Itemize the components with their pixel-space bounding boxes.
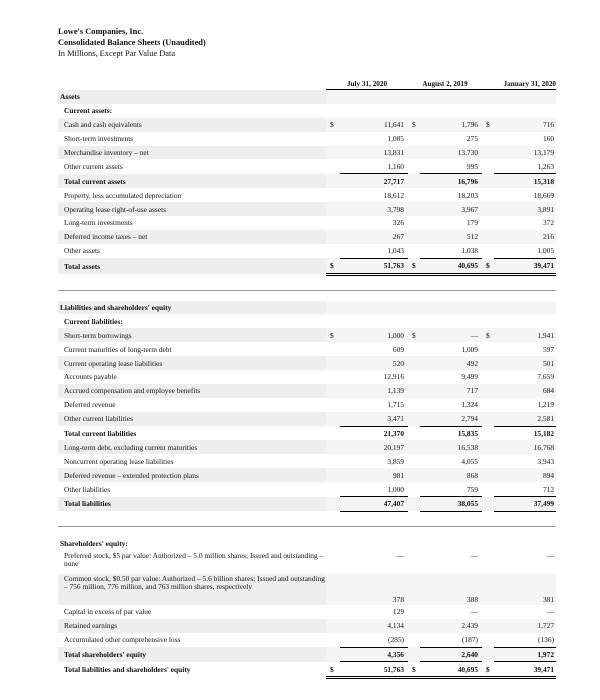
value-cell: 4,356 <box>340 647 408 662</box>
table-row <box>58 384 556 398</box>
value-cell: 3,798 <box>340 202 408 216</box>
value-cell: 716 <box>494 118 556 132</box>
row-label: Long-term debt, excluding current maturities <box>58 440 326 454</box>
value-cell: 597 <box>542 344 555 354</box>
row-label: Other liabilities <box>64 484 111 494</box>
total-row <box>58 258 556 274</box>
section-heading: Assets <box>58 90 326 104</box>
value-cell: 388 <box>420 574 482 605</box>
value-cell: (136) <box>494 633 556 647</box>
value-cell: 267 <box>340 230 408 244</box>
row-label: Retained earnings <box>58 619 326 633</box>
currency-symbol: $ <box>326 258 340 274</box>
value-cell: 1,043 <box>340 244 408 258</box>
value-cell: 1,715 <box>387 400 405 410</box>
value-cell: 1,000 <box>340 482 408 496</box>
row-label: Total liabilities and shareholders' equity <box>64 665 191 675</box>
value-cell: 38,055 <box>420 497 482 512</box>
currency-symbol: $ <box>408 662 420 678</box>
row-label: Other current assets <box>64 162 123 172</box>
value-cell: 3,471 <box>340 412 408 426</box>
value-cell: 1,796 <box>420 118 482 132</box>
value-cell: 9,499 <box>461 372 479 382</box>
value-cell: 40,695 <box>420 258 482 274</box>
value-cell: — <box>546 607 555 617</box>
statement-subtitle: In Millions, Except Par Value Data <box>58 49 176 58</box>
currency-symbol: $ <box>482 258 494 274</box>
value-cell: 40,695 <box>420 662 482 678</box>
table-row <box>58 244 556 258</box>
row-label: Deferred revenue <box>64 400 116 410</box>
value-cell: 39,471 <box>494 258 556 274</box>
table-row <box>58 605 556 619</box>
value-cell: 16,796 <box>420 174 482 188</box>
value-cell: 47,407 <box>340 497 408 512</box>
value-cell: 51,763 <box>340 662 408 678</box>
value-cell: 12,916 <box>383 372 405 382</box>
value-cell: 712 <box>494 482 556 496</box>
table-row <box>58 551 556 574</box>
value-cell: 16,768 <box>494 440 556 454</box>
row-label: Common stock, $0.50 par value: Authorized – 5.6 billion shares; Issued and outstanding – 756 million, 776 million, and 763 million shares, respectively <box>58 574 326 605</box>
value-cell: 995 <box>420 159 482 173</box>
value-cell: 520 <box>340 356 408 370</box>
table-row <box>58 454 556 468</box>
value-cell: 18,669 <box>533 190 555 200</box>
value-cell: 1,000 <box>340 328 408 342</box>
value-cell: 129 <box>392 607 405 617</box>
row-label: Total current liabilities <box>64 428 137 438</box>
row-label: Accumulated other comprehensive loss <box>64 635 181 645</box>
table-row <box>58 412 556 426</box>
subsection-heading-row <box>58 314 556 328</box>
value-cell: 1,219 <box>537 400 555 410</box>
value-cell: 1,139 <box>340 384 408 398</box>
table-row <box>58 633 556 647</box>
subtotal-row <box>58 174 556 188</box>
value-cell: 868 <box>420 468 482 482</box>
value-cell: 1,005 <box>494 244 556 258</box>
row-label: Property, less accumulated depreciation <box>64 190 182 200</box>
value-cell: 3,943 <box>537 456 555 466</box>
value-cell: 381 <box>494 574 556 605</box>
currency-symbol: $ <box>482 662 494 678</box>
row-label: Noncurrent operating lease liabilities <box>64 456 174 466</box>
value-cell: 216 <box>494 230 556 244</box>
subsection-heading: Current liabilities: <box>64 316 123 326</box>
value-cell: 13,831 <box>340 146 408 160</box>
row-label: Accounts payable <box>64 372 117 382</box>
table-row <box>58 230 556 244</box>
value-cell: 512 <box>420 230 482 244</box>
table-row <box>58 118 556 132</box>
value-cell: 894 <box>494 468 556 482</box>
column-header-row <box>58 74 556 90</box>
row-label: Short-term borrowings <box>58 328 326 342</box>
value-cell: 759 <box>420 482 482 496</box>
value-cell: — <box>470 550 479 560</box>
currency-symbol: $ <box>326 118 340 132</box>
row-label: Operating lease right-of-use assets <box>58 202 326 216</box>
row-label: Deferred income taxes – net <box>58 230 326 244</box>
value-cell: (187) <box>420 633 482 647</box>
value-cell: 684 <box>494 384 556 398</box>
section-heading: Liabilities and shareholders' equity <box>58 301 326 315</box>
value-cell: 51,763 <box>340 258 408 274</box>
value-cell: 378 <box>340 574 408 605</box>
row-label: Total current assets <box>58 174 326 188</box>
value-cell: 1,160 <box>340 159 408 173</box>
table-row <box>58 342 556 356</box>
table-row <box>58 188 556 202</box>
subsection-heading: Current assets: <box>64 106 113 116</box>
value-cell: 717 <box>420 384 482 398</box>
value-cell: 1,263 <box>494 159 556 173</box>
section-heading-row <box>58 537 556 551</box>
row-label: Other assets <box>64 246 100 256</box>
table-row <box>58 370 556 384</box>
table-row <box>58 440 556 454</box>
row-label: Accrued compensation and employee benefits <box>58 384 326 398</box>
value-cell: — <box>546 550 555 560</box>
value-cell: 18,203 <box>457 190 479 200</box>
value-cell: 15,318 <box>494 174 556 188</box>
value-cell: 609 <box>392 344 405 354</box>
document-header <box>58 26 206 59</box>
value-cell: 1,085 <box>387 134 405 144</box>
value-cell: 326 <box>392 218 405 228</box>
table-row <box>58 146 556 160</box>
row-label: Preferred stock, $5 par value: Authorized – 5.0 million shares; Issued and outstanding – none <box>64 550 324 569</box>
column-header: August 2, 2019 <box>408 74 482 90</box>
row-label: Cash and cash equivalents <box>58 118 326 132</box>
value-cell: 4,134 <box>340 619 408 633</box>
row-label: Deferred revenue – extended protection plans <box>58 468 326 482</box>
value-cell: 37,499 <box>494 497 556 512</box>
value-cell: 13,730 <box>420 146 482 160</box>
value-cell: 275 <box>466 134 479 144</box>
balance-sheet-table <box>58 74 556 679</box>
row-label: Total assets <box>58 258 326 274</box>
subsection-heading-row <box>58 104 556 118</box>
subtotal-row <box>58 647 556 662</box>
table-row <box>58 159 556 173</box>
table-row <box>58 356 556 370</box>
row-label: Capital in excess of par value <box>64 607 152 617</box>
value-cell: 4,055 <box>461 456 479 466</box>
table-row <box>58 202 556 216</box>
row-label: Total shareholders' equity <box>58 647 326 662</box>
value-cell: 2,794 <box>420 412 482 426</box>
total-row <box>58 662 556 678</box>
currency-symbol: $ <box>408 258 420 274</box>
value-cell: 501 <box>494 356 556 370</box>
value-cell: 2,640 <box>420 647 482 662</box>
column-header: July 31, 2020 <box>326 74 408 90</box>
currency-symbol: $ <box>326 662 340 678</box>
currency-symbol: $ <box>326 328 340 342</box>
value-cell: 981 <box>340 468 408 482</box>
value-cell: 3,859 <box>387 456 405 466</box>
table-row <box>58 398 556 412</box>
value-cell: 1,324 <box>461 400 479 410</box>
value-cell: 179 <box>466 218 479 228</box>
table-row <box>58 328 556 342</box>
currency-symbol: $ <box>408 118 420 132</box>
value-cell: 160 <box>542 134 555 144</box>
value-cell: 7,659 <box>537 372 555 382</box>
row-label: Current maturities of long-term debt <box>64 344 172 354</box>
value-cell: 20,197 <box>340 440 408 454</box>
value-cell: 27,717 <box>340 174 408 188</box>
value-cell: 21,370 <box>383 429 405 439</box>
value-cell: 3,891 <box>494 202 556 216</box>
value-cell: 1,009 <box>461 344 479 354</box>
value-cell: 1,038 <box>420 244 482 258</box>
statement-title: Consolidated Balance Sheets (Unaudited) <box>58 38 206 47</box>
currency-symbol: $ <box>482 328 494 342</box>
value-cell: 2,439 <box>420 619 482 633</box>
row-label: Other current liabilities <box>58 412 326 426</box>
section-heading-row <box>58 301 556 315</box>
value-cell: 16,538 <box>420 440 482 454</box>
value-cell: 492 <box>420 356 482 370</box>
value-cell: 1,972 <box>494 647 556 662</box>
total-row <box>58 497 556 512</box>
row-label: Long-term investments <box>64 218 133 228</box>
row-label: Short-term investments <box>64 134 134 144</box>
section-heading: Shareholders' equity: <box>60 539 128 549</box>
row-label: Total liabilities <box>58 497 326 512</box>
value-cell: 372 <box>542 218 555 228</box>
row-label: Merchandise inventory – net <box>58 146 326 160</box>
value-cell: — <box>396 550 405 560</box>
value-cell: 18,612 <box>383 190 405 200</box>
value-cell: 11,641 <box>340 118 408 132</box>
table-row <box>58 468 556 482</box>
value-cell: 2,581 <box>494 412 556 426</box>
company-name: Lowe's Companies, Inc. <box>58 27 144 36</box>
value-cell: — <box>470 607 479 617</box>
value-cell: 1,727 <box>494 619 556 633</box>
value-cell: 39,471 <box>494 662 556 678</box>
currency-symbol: $ <box>408 328 420 342</box>
value-cell: 13,179 <box>494 146 556 160</box>
value-cell: 15,182 <box>533 429 555 439</box>
table-row <box>58 216 556 230</box>
table-row <box>58 574 556 605</box>
table-row <box>58 482 556 496</box>
currency-symbol: $ <box>482 118 494 132</box>
value-cell: 1,941 <box>494 328 556 342</box>
value-cell: 3,967 <box>420 202 482 216</box>
value-cell: 15,835 <box>457 429 479 439</box>
value-cell: — <box>420 328 482 342</box>
row-label: Current operating lease liabilities <box>58 356 326 370</box>
table-row <box>58 619 556 633</box>
value-cell: (285) <box>340 633 408 647</box>
table-row <box>58 132 556 146</box>
section-heading-row <box>58 90 556 104</box>
column-header: January 31, 2020 <box>482 74 556 90</box>
subtotal-row <box>58 426 556 440</box>
